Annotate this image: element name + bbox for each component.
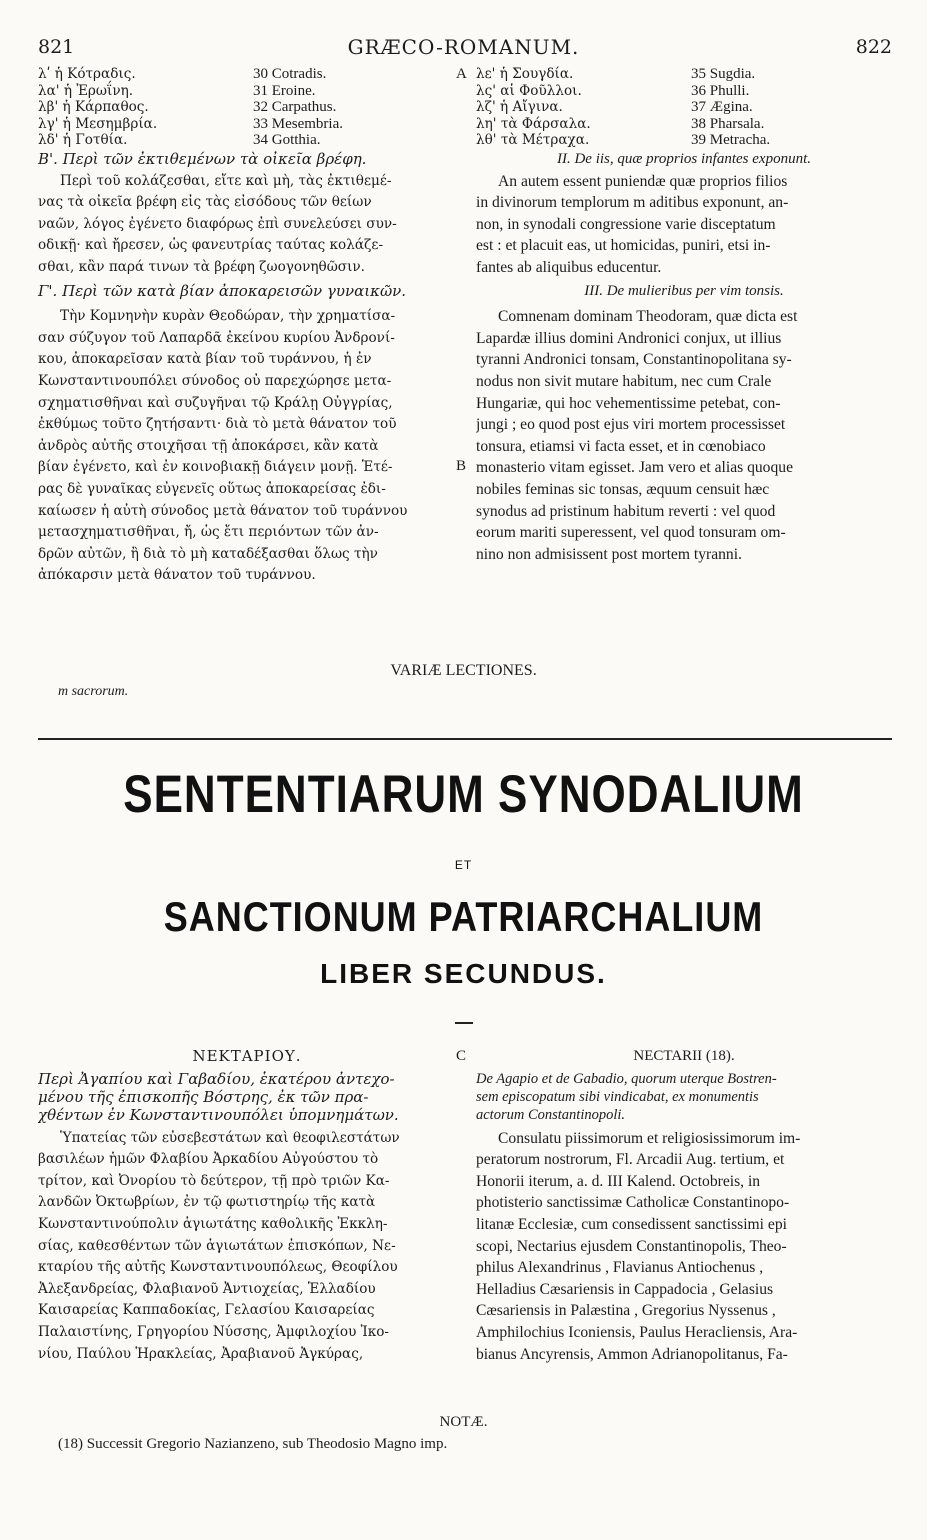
- list-item-latin: 34 Gotthia.: [253, 132, 321, 148]
- text-line: non, in synodali congressione varie disceptatum: [476, 215, 776, 233]
- list-item-greek: λθ' τὰ Μέτραχα.: [476, 132, 590, 148]
- list-item-greek: λα' ἡ Ἐρωΐνη.: [38, 82, 134, 99]
- text-line: scopi, Nectarius ejusdem Constantinopolis, Theo-: [476, 1237, 787, 1255]
- list-item-greek: λʹ ἡ Κότραδις.: [38, 66, 136, 82]
- title-dash: [455, 1022, 473, 1024]
- title-et: ET: [454, 858, 473, 872]
- text-line: Κωνσταντινουπόλει σύνοδος οὐ παρεχώρησε μετα-: [38, 372, 392, 389]
- list-item-latin: 38 Pharsala.: [691, 115, 765, 132]
- variae-lectiones-note: m sacrorum.: [58, 684, 129, 699]
- greek-subtitle: [38, 1070, 456, 1124]
- text-line: Περὶ Ἀγαπίου καὶ Γαβαδίου, ἑκατέρου ἀντεχο-: [38, 1069, 395, 1088]
- text-line: nino non admisissent post mortem tyranni.: [476, 545, 742, 563]
- text-line: σαν σύζυγον τοῦ Λαπαρδᾶ ἐκείνου κυρίου Ἀνδρονί-: [38, 329, 395, 346]
- text-line: peratorum nostrorum, Fl. Arcadii Aug. tertium, et: [476, 1151, 785, 1169]
- page-number-left: 821: [38, 36, 75, 58]
- latin-paragraph-c: [476, 306, 892, 565]
- list-item-latin: 35 Sugdia.: [691, 66, 756, 82]
- greek-paragraph-c: [38, 306, 456, 587]
- list-item-latin: 31 Eroine.: [253, 82, 316, 99]
- text-line: σθαι, κἂν παρά τινων τὰ βρέφη ζωογονηθῶσιν.: [38, 258, 365, 275]
- variae-lectiones-heading: VARIÆ LECTIONES.: [390, 662, 537, 679]
- margin-marker-c: C: [456, 1048, 467, 1064]
- list-item-latin: 36 Phulli.: [691, 82, 750, 99]
- text-line: Cæsariensis in Palæstina , Gregorius Nyssenus ,: [476, 1302, 776, 1320]
- top-list-left: [38, 66, 456, 149]
- title-line-1: SENTENTIARUM SYNODALIUM: [123, 765, 804, 824]
- text-line: Καισαρείας Καππαδοκίας, Γελασίου Καισαρείας: [38, 1302, 375, 1319]
- text-line: litanæ Ecclesiæ, cum consedissent sanctissimi epi: [476, 1215, 787, 1233]
- text-line: sem episcopatum sibi vindicabat, ex monumentis: [476, 1088, 759, 1105]
- text-line: An autem essent puniendæ quæ proprios filios: [498, 172, 788, 190]
- latin-heading-c: III. De mulieribus per vim tonsis.: [584, 282, 784, 299]
- text-line: ἐκθύμως τοῦτο ζητήσαντι· διὰ τὸ μετὰ θάνατον τοῦ: [38, 416, 397, 433]
- latin-author: NECTARII (18).: [633, 1048, 735, 1064]
- text-line: χθέντων ἐν Κωνσταντινουπόλει ὑπομνημάτων.: [38, 1105, 399, 1124]
- latin-section-2: [476, 1046, 892, 1365]
- text-line: τρίτον, καὶ Ὀνορίου τὸ δεύτερον, τῇ πρὸ τριῶν Κα-: [38, 1172, 390, 1189]
- text-line: Hungariæ, qui hoc vehementissime petebat, con-: [476, 394, 781, 412]
- list-item-greek: λδ' ἡ Γοτθία.: [38, 132, 128, 148]
- text-line: κταρίου τῆς αὐτῆς Κωνσταντινουπόλεως, Θεοφίλου: [38, 1259, 398, 1276]
- latin-heading-b: II. De iis, quæ proprios infantes exponunt.: [556, 151, 811, 167]
- greek-heading-b: Β'. Περὶ τῶν ἐκτιθεμένων τὰ οἰκεῖα βρέφη.: [38, 150, 367, 168]
- list-item-latin: 30 Cotradis.: [253, 66, 327, 82]
- text-line: δρῶν αὐτῶν, ἢ διὰ τὸ μὴ καταδέξασθαι ὅλως τὴν: [38, 545, 378, 562]
- text-line: λανδῶν Ὀκτωβρίων, ἐν τῷ φωτιστηρίῳ τῆς κατὰ: [38, 1194, 376, 1211]
- notae-heading: NOTÆ.: [439, 1414, 488, 1430]
- text-line: Helladius Cæsariensis in Cappadocia , Gelasius: [476, 1280, 774, 1298]
- text-line: Κωνσταντινούπολιν ἁγιωτάτης καθολικῆς Ἐκκλη-: [38, 1215, 388, 1232]
- list-item-latin: 39 Metracha.: [691, 132, 771, 148]
- list-item-greek: λε' ἡ Σουγδία.: [476, 66, 574, 82]
- text-line: οδικῇ· καὶ ἤρεσεν, ὡς φανευτρίας ταύτας κολάζε-: [38, 237, 384, 254]
- text-line: tonsura, etiamsi vi facta esset, et in cœnobiaco: [476, 437, 766, 455]
- list-item: [38, 83, 456, 100]
- text-line: ρας δὲ γυναῖκας εὐγενεῖς οὕτως ἀποκαρείσας ἐδι-: [38, 480, 386, 497]
- latin-paragraph-2: [476, 1128, 892, 1366]
- text-line: Lapardæ illius domini Andronici conjux, ut illius: [476, 329, 782, 347]
- text-line: Comnenam dominam Theodoram, quæ dicta est: [498, 308, 798, 326]
- list-item: [38, 116, 456, 133]
- margin-marker-b: B: [456, 458, 467, 474]
- text-line: Honorii iterum, a. d. III Kalend. Octobreis, in: [476, 1172, 761, 1190]
- text-line: monasterio vitam egisset. Jam vero et alias quoque: [476, 459, 793, 477]
- latin-column: [476, 149, 892, 565]
- text-line: μετασχηματισθῆναι, ἤ, ὡς ἔτι περιόντων τῶν ἀν-: [38, 524, 379, 541]
- title-line-2: SANCTIONUM PATRIARCHALIUM: [163, 892, 764, 940]
- text-line: Ὑπατείας τῶν εὐσεβεστάτων καὶ θεοφιλεστάτων: [60, 1129, 400, 1146]
- text-line: tyranni Andronici tonsam, Constantinopolitana sy-: [476, 351, 792, 369]
- greek-heading-c: Γ'. Περὶ τῶν κατὰ βίαν ἀποκαρεισῶν γυναικῶν.: [38, 281, 407, 300]
- text-line: De Agapio et de Gabadio, quorum uterque Bostren-: [476, 1070, 777, 1087]
- list-item: [476, 132, 892, 149]
- latin-subtitle: [476, 1070, 892, 1124]
- list-item-greek: λγ' ἡ Μεσημβρία.: [38, 115, 158, 132]
- text-line: eorum mariti superessent, vel quod tonsuram om-: [476, 524, 786, 542]
- text-line: νίου, Παύλου Ἡρακλείας, Ἀραβιανοῦ Ἀγκύρας,: [38, 1345, 364, 1362]
- text-line: nodus non sivit mutare habitum, nec cum Crale: [476, 372, 772, 390]
- greek-section-2: [38, 1046, 456, 1365]
- running-title: GRÆCO-ROMANUM.: [347, 35, 580, 59]
- list-item: [476, 83, 892, 100]
- list-item: [476, 66, 892, 83]
- text-line: synodus ad pristinum habitum reverti : vel quod: [476, 502, 776, 520]
- list-item-latin: 32 Carpathus.: [253, 99, 337, 115]
- text-line: ἀπόκαρσιν μετὰ θάνατον τοῦ τυράννου.: [38, 567, 316, 584]
- list-item-greek: λς' αἱ Φοῦλλοι.: [476, 82, 582, 99]
- list-item-greek: λζ' ἡ Αἴγινα.: [476, 99, 563, 115]
- greek-paragraph-b: [38, 171, 456, 279]
- text-line: fantes ab aliquibus educentur.: [476, 258, 662, 276]
- greek-paragraph-2: [38, 1128, 456, 1366]
- list-item: [476, 99, 892, 116]
- text-line: βασιλέων ἡμῶν Φλαβίου Ἀρκαδίου Αὐγούστου τὸ: [38, 1151, 379, 1168]
- greek-author: ΝΕΚΤΑΡΙΟΥ.: [192, 1047, 302, 1065]
- text-line: σχηματισθῆναι καὶ συζυγῆναι τῷ Κράλῃ Οὐγγρίας,: [38, 394, 393, 411]
- text-line: μένου τῆς ἐπισκοπῆς Βόστρης, ἐκ τῶν πρα-: [38, 1087, 369, 1106]
- greek-column: [38, 149, 456, 587]
- title-line-3: LIBER SECUNDUS.: [320, 958, 607, 989]
- text-line: philus Alexandrinus , Flavianus Antiochenus ,: [476, 1259, 764, 1277]
- list-item: [476, 116, 892, 133]
- text-line: nobiles feminas sic tonsas, æquum censuit hæc: [476, 480, 770, 498]
- text-line: est : et placuit eas, ut homicidas, puniri, etsi in-: [476, 237, 771, 255]
- text-line: καίωσεν ἡ αὐτὴ σύνοδος μετὰ θάνατον τοῦ τυράννου: [38, 502, 408, 519]
- text-line: σίας, καθεσθέντων τῶν ἁγιωτάτων ἐπισκόπων, Νε-: [38, 1237, 396, 1254]
- text-line: Περὶ τοῦ κολάζεσθαι, εἴτε καὶ μὴ, τὰς ἐκτιθεμέ-: [60, 172, 392, 189]
- list-item-greek: λη' τὰ Φάρσαλα.: [476, 115, 591, 132]
- list-item: [38, 99, 456, 116]
- text-line: actorum Constantinopoli.: [476, 1106, 626, 1123]
- text-line: ἀνδρὸς αὐτῆς στοιχῆσαι τῇ ἀποκάρσει, κἂν κατὰ: [38, 437, 379, 454]
- top-list-right: [476, 66, 892, 149]
- text-line: bianus Ancyrensis, Ammon Adrianopolitanus, Fa-: [476, 1345, 788, 1363]
- text-line: βίαν ἐγένετο, καὶ ἐν κοινοβιακῇ διάγειν μονῇ. Ἑτέ-: [38, 459, 393, 476]
- text-line: κου, ἀποκαρεῖσαν κατὰ βίαν τοῦ τυράννου, ἡ ἐν: [38, 351, 372, 368]
- text-line: Consulatu piissimorum et religiosissimorum im-: [498, 1129, 801, 1147]
- text-line: photisterio sanctissimæ Catholicæ Constantinopo-: [476, 1194, 790, 1212]
- text-line: jungi ; eo quod post ejus viri mortem processisset: [476, 416, 786, 434]
- list-item-latin: 37 Ægina.: [691, 99, 753, 115]
- list-item-greek: λβ' ἡ Κάρπαθος.: [38, 99, 149, 115]
- text-line: in divinorum templorum m aditibus exponunt, an-: [476, 194, 789, 212]
- text-line: ναῶν, λόγος ἐγένετο διαφόρως ἐπὶ συνελεύσει συν-: [38, 215, 397, 232]
- margin-marker-a: A: [456, 66, 467, 82]
- text-line: Παλαιστίνης, Γρηγορίου Νύσσης, Ἀμφιλοχίου Ἰκο-: [38, 1323, 390, 1340]
- latin-paragraph-b: [476, 171, 892, 279]
- text-line: νας τὰ οἰκεῖα βρέφη εἰς τὰς εἰσόδους τῶν θείων: [38, 194, 372, 211]
- section-divider: [38, 738, 892, 740]
- list-item: [38, 132, 456, 149]
- page-number-right: 822: [855, 36, 892, 58]
- text-line: Ἀλεξανδρείας, Φλαβιανοῦ Ἀντιοχείας, Ἑλλαδίου: [38, 1280, 376, 1297]
- text-line: Amphilochius Iconiensis, Paulus Heracliensis, Ara-: [476, 1323, 798, 1341]
- text-line: Τὴν Κομνηνὴν κυρὰν Θεοδώραν, τὴν χρηματίσα-: [60, 308, 396, 325]
- list-item: [38, 66, 456, 83]
- notae-text: (18) Successit Gregorio Nazianzeno, sub Theodosio Magno imp.: [58, 1436, 448, 1452]
- list-item-latin: 33 Mesembria.: [253, 115, 343, 132]
